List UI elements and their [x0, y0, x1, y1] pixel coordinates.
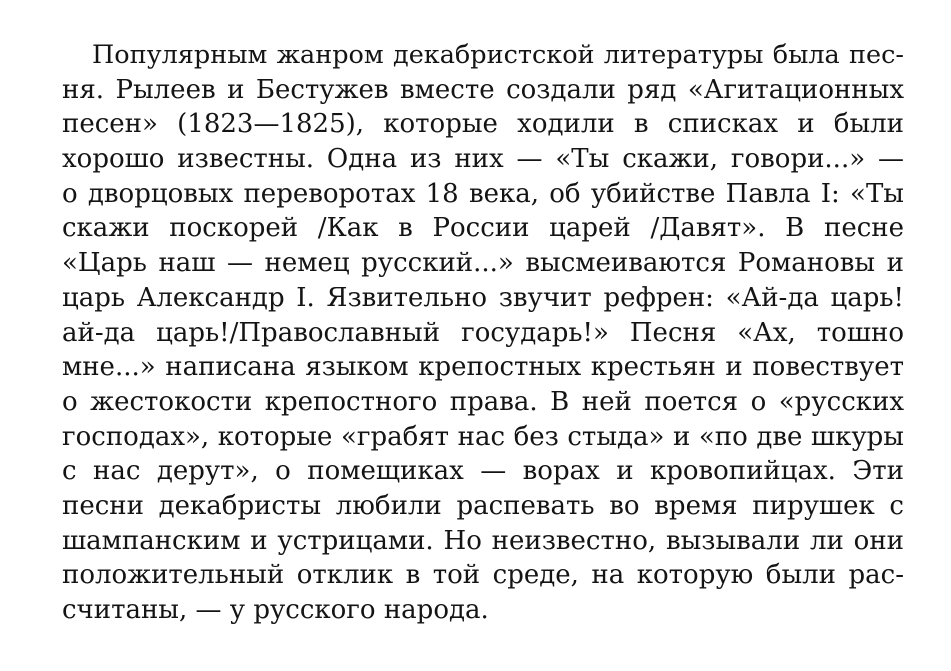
- text-line-3: песен» (1823—1825), которые ходили в списках и были: [62, 109, 904, 140]
- paragraph: [62, 38, 904, 628]
- text-line-12: господах», которые «грабят нас без стыда» и «по две шкуры: [62, 421, 904, 452]
- text-line-4: хорошо известны. Одна из них — «Ты скажи, говори...» —: [62, 144, 904, 175]
- text-line-16: положительный отклик в той среде, на которую были рас-: [62, 560, 904, 591]
- text-line-10: мне...» написана языком крепостных крестьян и повествует: [62, 352, 904, 383]
- text-line-1: Популярным жанром декабристской литературы была пес-: [92, 40, 904, 70]
- text-line-15: шампанским и устрицами. Но неизвестно, вызывали ли они: [62, 525, 904, 556]
- text-line-8: царь Александр I. Язвительно звучит рефрен: «Ай-да царь!: [62, 282, 904, 313]
- text-line-14: песни декабристы любили распевать во время пирушек с: [62, 490, 904, 521]
- text-line-9: ай-да царь!/Православный государь!» Песня «Ах, тошно: [62, 317, 904, 348]
- text-line-2: ня. Рылеев и Бестужев вместе создали ряд «Агитационных: [62, 74, 904, 105]
- text-line-17: считаны, — у русского народа.: [62, 595, 489, 625]
- text-line-13: с нас дерут», о помещиках — ворах и кровопийцах. Эти: [62, 456, 904, 487]
- text-line-7: «Царь наш — немец русский...» высмеиваются Романовы и: [62, 248, 904, 279]
- text-line-11: о жестокости крепостного права. В ней поется о «русских: [62, 386, 904, 417]
- text-line-6: скажи поскорей /Как в России царей /Давят». В песне: [62, 213, 904, 244]
- text-line-5: о дворцовых переворотах 18 века, об убийстве Павла I: «Ты: [62, 178, 904, 209]
